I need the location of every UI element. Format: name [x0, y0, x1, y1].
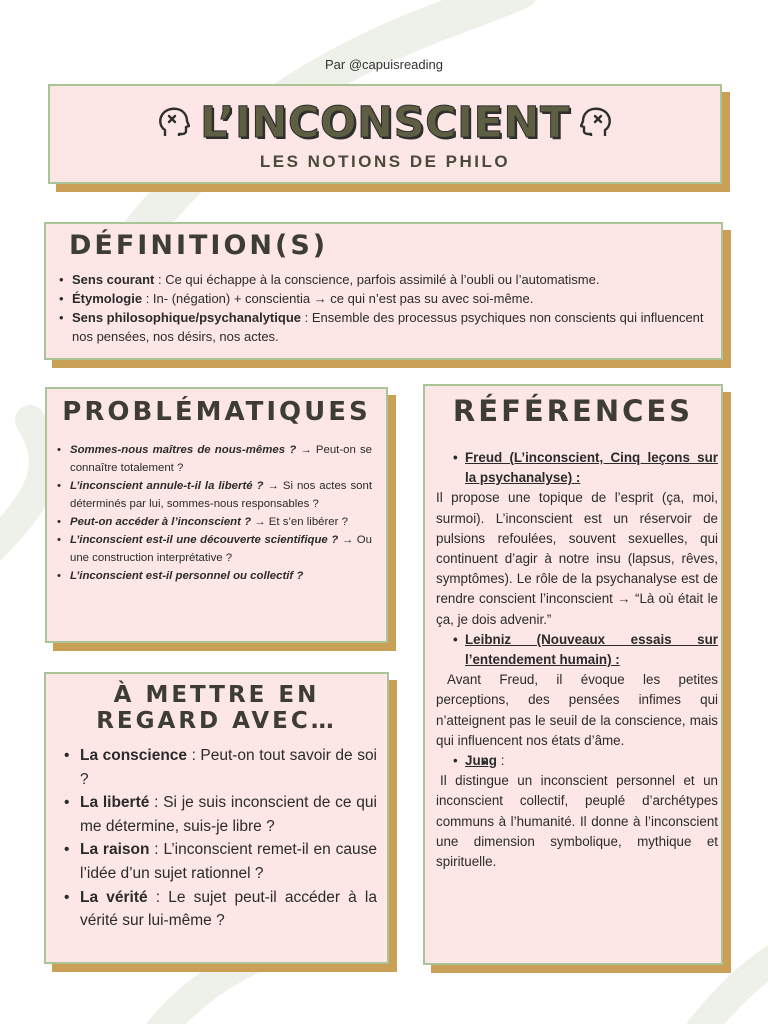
definition-list: [72, 270, 712, 346]
page-subtitle: LES NOTIONS DE PHILO: [259, 152, 511, 171]
reference-author-row: [436, 751, 718, 771]
list-item: [80, 744, 377, 791]
definition-text: : Ensemble des processus psychiques non conscients qui influencent nos pensées, nos désirs, nos actes.: [72, 310, 704, 344]
list-item: [72, 270, 712, 289]
title-banner: [48, 84, 722, 184]
list-item: [70, 531, 372, 567]
question-followup: → Ou une construction interprétative ?: [70, 534, 372, 564]
regard-text: : Le sujet peut-il accéder à la vérité sur lui-même ?: [80, 888, 377, 930]
definition-card: [44, 222, 723, 360]
definition-heading: DÉFINITION(S): [69, 230, 329, 261]
reference-text: Il distingue un inconscient personnel et un inconscient collectif, peuplé d’archétypes communs à l’humanité. Il donne à l’inconscient une dimension symbolique, mythique et spirituelle.: [436, 773, 718, 870]
page-title: L’INCONSCIENT: [200, 98, 570, 148]
title-row: [50, 98, 720, 148]
regard-text: : Si je suis inconscient de ce qui me détermine, suis-je libre ?: [80, 794, 377, 835]
bullet: •: [453, 753, 458, 769]
question-text: Sommes-nous maîtres de nous-mêmes ?: [70, 444, 297, 456]
definition-term: Sens philosophique/psychanalytique: [72, 310, 301, 325]
definition-term: Sens courant: [72, 272, 155, 287]
regard-term: La raison: [80, 841, 150, 859]
problematiques-list: [70, 441, 372, 585]
regard-list: [80, 744, 377, 933]
head-icon: [156, 106, 190, 140]
regard-heading: À METTRE EN REGARD AVEC…: [96, 682, 337, 734]
list-item: [80, 838, 377, 885]
problematiques-card: [45, 387, 388, 643]
reference-author-colon: :: [497, 753, 505, 769]
author-byline: Par @capuisreading: [325, 57, 443, 72]
regard-card: [44, 672, 389, 964]
question-text: L’inconscient est-il une découverte scientifique ?: [70, 534, 339, 546]
regard-term: La vérité: [80, 888, 148, 906]
question-followup: → Et s’en libérer ?: [251, 516, 348, 528]
list-item: [72, 289, 712, 308]
problematiques-heading: PROBLÉMATIQUES: [62, 397, 371, 427]
question-text: Peut-on accéder à l’inconscient ?: [70, 516, 252, 528]
reference-author: • Freud (L’inconscient, Cinq leçons sur la psychanalyse) :: [436, 448, 718, 488]
reference-author: • Jung: [465, 753, 497, 768]
regard-text: : Peut-on tout savoir de soi ?: [80, 747, 378, 788]
reference-author: • Leibniz (Nouveaux essais sur l’entendement humain) :: [436, 630, 718, 670]
question-text: L’inconscient annule-t-il la liberté ?: [70, 480, 264, 492]
question-text: L’inconscient est-il personnel ou collectif ?: [70, 570, 304, 582]
references-card: [423, 384, 723, 965]
references-body: [436, 448, 718, 872]
reference-text: Avant Freud, il évoque les petites perceptions, des pensées infimes qui n’atteignent pas le seuil de la conscience, mais qui influencent nos états d’âme.: [436, 672, 718, 748]
question-followup: → Si nos actes sont déterminés par lui, sommes-nous responsables ?: [70, 480, 372, 510]
list-item: [70, 441, 372, 477]
regard-text: : L’inconscient remet-il en cause l’idée d’un sujet rationnel ?: [80, 841, 377, 882]
list-item: [72, 308, 712, 346]
list-item: [70, 477, 372, 513]
definition-text: : Ce qui échappe à la conscience, parfois assimilé à l’oubli ou l’automatisme.: [154, 272, 600, 287]
regard-term: La conscience: [80, 747, 188, 764]
reference-text: Il propose une topique de l’esprit (ça, moi, surmoi). L’inconscient est un réservoir de pulsions refoulées, souvent sexuelles, qui continuent d’agir à notre insu (lapsus, rêves, symptômes). Le rôle de la psychanalyse est de rendre conscient l’inconscient → “Là où était le ça, je dois advenir.”: [436, 490, 718, 627]
head-icon: [580, 106, 614, 140]
list-item: [80, 791, 377, 838]
list-item: [70, 567, 372, 585]
references-heading: RÉFÉRENCES: [452, 394, 694, 428]
definition-term: Étymologie: [72, 291, 143, 306]
regard-term: La liberté: [80, 794, 150, 812]
list-item: [80, 886, 377, 933]
question-followup: → Peut-on se connaître totalement ?: [70, 444, 372, 474]
definition-text: : In- (négation) + conscientia → ce qui n’est pas su avec soi-même.: [142, 291, 534, 306]
list-item: [70, 513, 372, 531]
